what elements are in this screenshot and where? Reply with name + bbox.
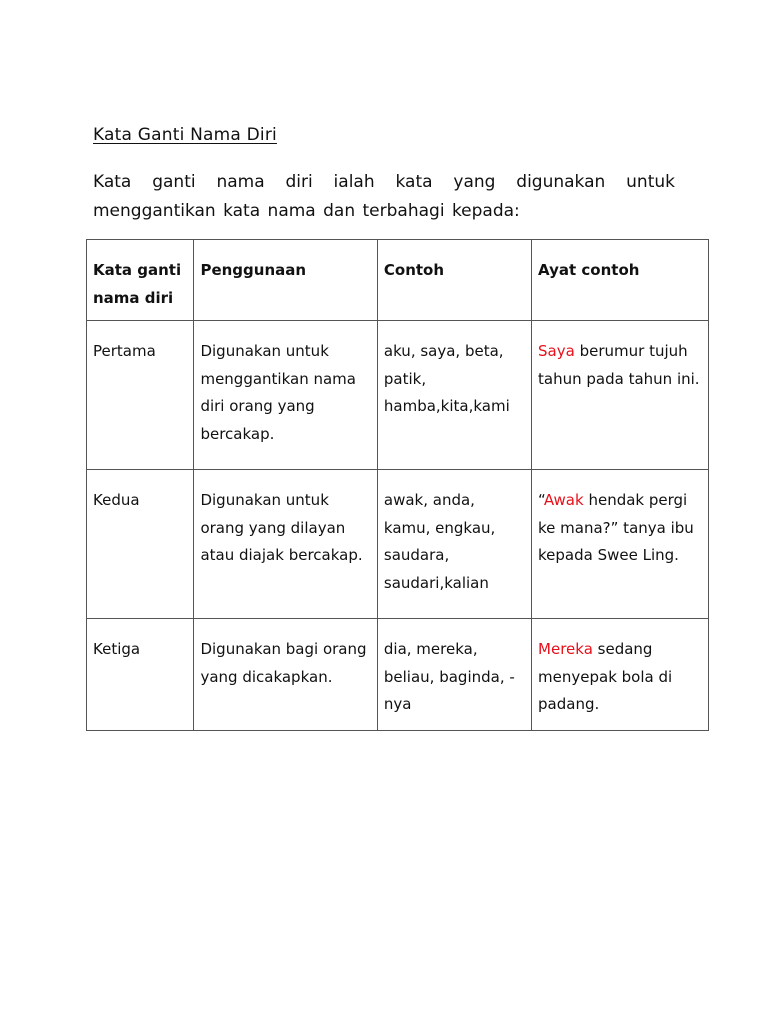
sentence-rest: hendak pergi ke mana?” tanya ibu kepada Swee Ling.	[538, 491, 694, 564]
highlighted-pronoun: Awak	[543, 491, 584, 509]
table-row	[87, 321, 709, 470]
table-header-row	[87, 240, 709, 321]
row-label: Kedua	[87, 470, 194, 619]
pronoun-table	[86, 239, 709, 731]
sentence-cell	[532, 619, 709, 731]
sentence-rest: sedang menyepak bola di padang.	[538, 640, 673, 713]
header-cell-type: Kata ganti nama diri	[87, 240, 194, 321]
sentence-cell	[532, 470, 709, 619]
usage-cell: Digunakan bagi orang yang dicakapkan.	[194, 619, 377, 731]
row-label: Pertama	[87, 321, 194, 470]
header-cell-sentence: Ayat contoh	[532, 240, 709, 321]
header-cell-examples: Contoh	[377, 240, 531, 321]
examples-cell: dia, mereka, beliau, baginda, -nya	[377, 619, 531, 731]
sentence-cell	[532, 321, 709, 470]
intro-line-2: menggantikan kata nama dan terbahagi kepada:	[93, 201, 520, 221]
usage-cell: Digunakan untuk menggantikan nama diri orang yang bercakap.	[194, 321, 377, 470]
sentence-rest: berumur tujuh tahun pada tahun ini.	[538, 342, 700, 388]
highlighted-pronoun: Saya	[538, 342, 575, 360]
table-row	[87, 470, 709, 619]
highlighted-pronoun: Mereka	[538, 640, 593, 658]
page-title: Kata Ganti Nama Diri	[93, 125, 277, 145]
header-cell-usage: Penggunaan	[194, 240, 377, 321]
row-label: Ketiga	[87, 619, 194, 731]
usage-cell: Digunakan untuk orang yang dilayan atau diajak bercakap.	[194, 470, 377, 619]
table-row	[87, 619, 709, 731]
intro-line-1: Kata ganti nama diri ialah kata yang digunakan untuk	[93, 172, 675, 192]
sentence-prefix: “	[538, 491, 544, 509]
intro-paragraph	[93, 168, 675, 226]
examples-cell: awak, anda, kamu, engkau, saudara, saudari,kalian	[377, 470, 531, 619]
examples-cell: aku, saya, beta, patik, hamba,kita,kami	[377, 321, 531, 470]
